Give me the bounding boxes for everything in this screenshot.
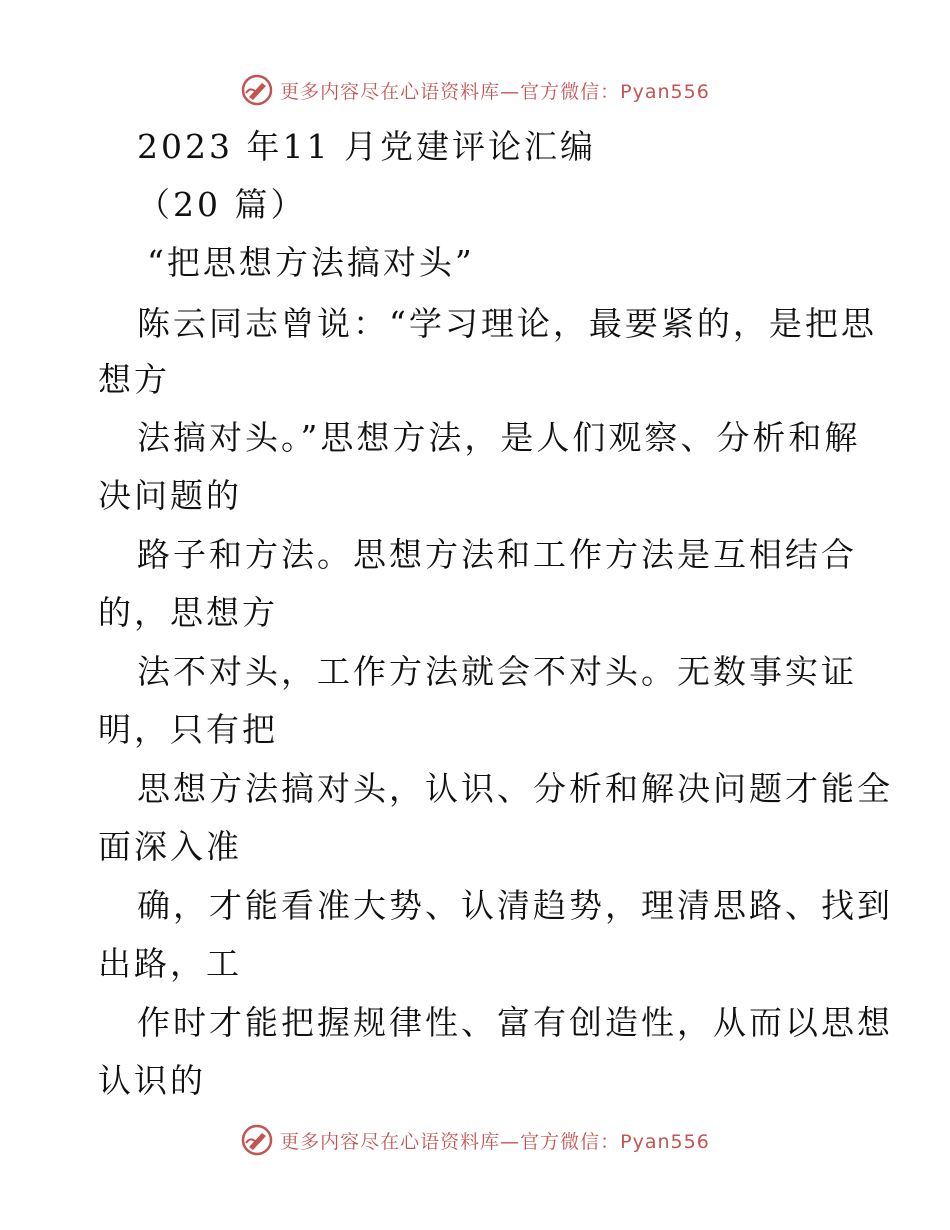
paragraph-line: 作时才能把握规律性、富有创造性，从而以思想	[137, 1003, 893, 1042]
paragraph-line: 法不对头，工作方法就会不对头。无数事实证	[137, 652, 857, 691]
paragraph-line: 想方	[98, 360, 170, 399]
pen-seal-logo-icon	[240, 1123, 274, 1157]
paragraph-line: 法搞对头。”思想方法，是人们观察、分析和解	[137, 418, 861, 457]
watermark-banner-bottom	[0, 1120, 950, 1160]
paragraph-line: 路子和方法。思想方法和工作方法是互相结合	[137, 535, 857, 574]
paragraph-line: 面深入准	[98, 827, 242, 866]
document-subtitle: （20 篇）	[137, 185, 307, 224]
document-title: 2023 年11 月党建评论汇编	[137, 127, 596, 166]
paragraph-line: 思想方法搞对头，认识、分析和解决问题才能全	[137, 769, 893, 808]
paragraph-line: 决问题的	[98, 476, 242, 515]
paragraph-line: 的，思想方	[98, 593, 278, 632]
paragraph-line: 出路，工	[98, 944, 242, 983]
paragraph-line: 陈云同志曾说：“学习理论，最要紧的，是把思	[137, 304, 877, 343]
article-heading: “把思想方法搞对头”	[147, 243, 475, 282]
paragraph-line: 确，才能看准大势、认清趋势，理清思路、找到	[137, 886, 893, 925]
pen-seal-logo-icon	[240, 73, 274, 107]
paragraph-line: 认识的	[98, 1061, 206, 1100]
watermark-banner-top	[0, 70, 950, 110]
watermark-text: 更多内容尽在心语资料库—官方微信：Pyan556	[280, 1130, 710, 1153]
paragraph-line: 明，只有把	[98, 710, 278, 749]
watermark-text: 更多内容尽在心语资料库—官方微信：Pyan556	[280, 80, 710, 103]
